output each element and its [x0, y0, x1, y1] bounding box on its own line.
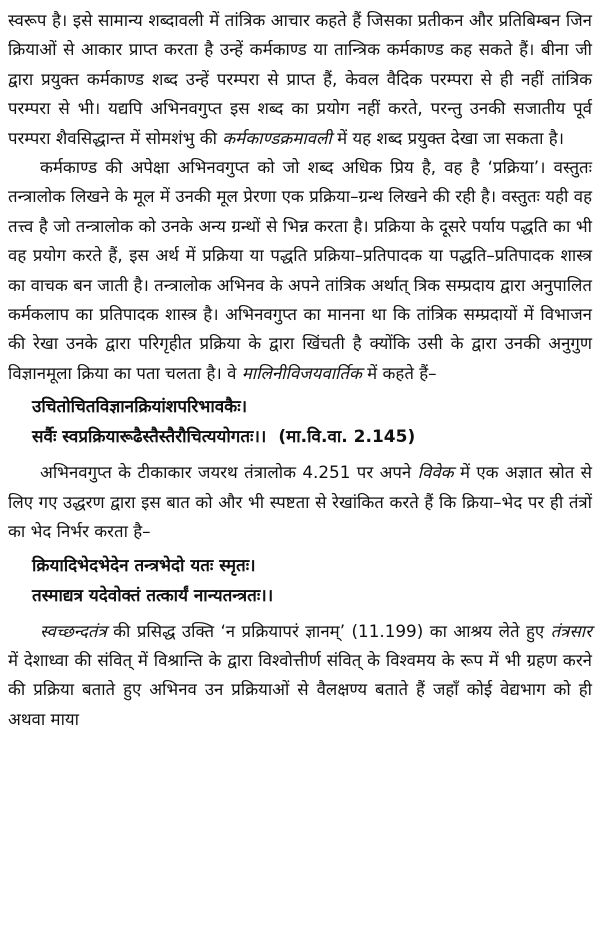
paragraph-2-text-a: कर्मकाण्ड की अपेक्षा अभिनवगुप्त को जो शब्द अधिक प्रिय है, वह है ‘प्रक्रिया’। वस्तुतः तन्त्रालोक लिखने के मूल में उनकी मूल प्रेरणा एक प्रक्रिया–ग्रन्थ लिखने की रही है। वस्तुतः यही वह तत्त्व है जो तन्त्रालोक को उनके अन्य ग्रन्थों से भिन्न करता है। प्रक्रिया के दूसरे पर्याय पद्धति का भी वह प्रयोग करते हैं, इस अर्थ में प्रक्रिया या पद्धति प्रक्रिया–प्रतिपादक या पद्धति–प्रतिपादक शास्त्र का वाचक बन जाती है। तन्त्रालोक अभिनव के अपने तांत्रिक अर्थात् त्रिक सम्प्रदाय द्वारा अनुपालित कर्मकलाप का प्रतिपादक शास्त्र है। अभिनवगुप्त का मानना था कि तांत्रिक सम्प्रदायों में विभाजन की रेखा उनके द्वारा परिगृहीत प्रक्रिया के द्वारा खिंचती है क्योंकि उसी के द्वारा उनकी अनुगुण विज्ञानमूला क्रिया का पता चलता है। वे — [8, 157, 592, 383]
verse-block-1 — [32, 392, 592, 452]
paragraph-1-text-b: में यह शब्द प्रयुक्त देखा जा सकता है। — [331, 127, 565, 148]
paragraph-3-text-a: अभिनवगुप्त के टीकाकार जयरथ तंत्रालोक 4.251 पर अपने — [40, 462, 418, 483]
paragraph-4-italic-title-b: तंत्रसार — [550, 620, 592, 641]
verse-1-line-2 — [32, 422, 592, 452]
verse-2-line-2: तस्माद्यत्र यदेवोक्तं तत्कार्यं नान्यतन्त्रतः।। — [32, 585, 274, 606]
verse-2-line-1: क्रियादिभेदभेदेन तन्त्रभेदो यतः स्मृतः। — [32, 555, 256, 576]
paragraph-3-italic-title: विवेक — [417, 462, 454, 483]
paragraph-4 — [8, 617, 592, 735]
paragraph-1 — [8, 6, 592, 153]
verse-block-2 — [32, 551, 592, 611]
paragraph-1-text-a: स्वरूप है। इसे सामान्य शब्दावली में तांत्रिक आचार कहते हैं जिसका प्रतीकन और प्रतिबिम्बन जिन क्रियाओं से आकार प्राप्त करता है उन्हें कर्मकाण्ड या तान्त्रिक कर्मकाण्ड कह सकते हैं। बीना जी द्वारा प्रयुक्त कर्मकाण्ड शब्द उन्हें परम्परा से प्राप्त हैं, केवल वैदिक परम्परा से ही नहीं तांत्रिक परम्परा से भी। यद्यपि अभिनवगुप्त इस शब्द का प्रयोग नहीं करते, परन्तु उनकी सजातीय पूर्व परम्परा शैवसिद्धान्त में सोमशंभु की — [8, 10, 592, 148]
paragraph-4-italic-title-a: स्वच्छन्दतंत्र — [40, 620, 107, 641]
paragraph-3-text-b: में एक अज्ञात स्रोत से लिए गए उद्धरण द्वारा इस बात को और भी स्पष्टता से रेखांकित करते हैं कि क्रिया–भेद पर ही तंत्रों का भेद निर्भर करता है– — [8, 462, 593, 542]
paragraph-2 — [8, 153, 592, 388]
paragraph-3 — [8, 458, 592, 546]
paragraph-2-text-b: में कहते हैं– — [361, 362, 437, 383]
paragraph-1-italic-title: कर्मकाण्डक्रमावली — [222, 127, 332, 148]
verse-1-line-2-text: सर्वैः स्वप्रक्रियारूढैस्तैस्तैरौचित्ययोगतः।। — [32, 427, 267, 448]
verse-1-line-1: उचितोचितविज्ञानक्रियांशपरिभावकैः। — [32, 397, 248, 418]
paragraph-4-text-a: की प्रसिद्ध उक्ति ‘न प्रक्रियापरं ज्ञानम्’ (11.199) का आश्रय लेते हुए — [106, 620, 551, 641]
paragraph-2-italic-title: मालिनीविजयवार्तिक — [241, 362, 362, 383]
verse-1-citation: (मा.वि.वा. 2.145) — [278, 427, 416, 448]
paragraph-4-text-b: में देशाध्वा की संवित् में विश्रान्ति के द्वारा विश्वोत्तीर्ण संवित् के विश्वमय के रूप में भी ग्रहण करने की प्रक्रिया बताते हुए अभिनव उन प्रक्रियाओं से वैलक्षण्य बताते हैं जहाँ कोई वेद्यभाग को ही अथवा माया — [8, 649, 592, 729]
